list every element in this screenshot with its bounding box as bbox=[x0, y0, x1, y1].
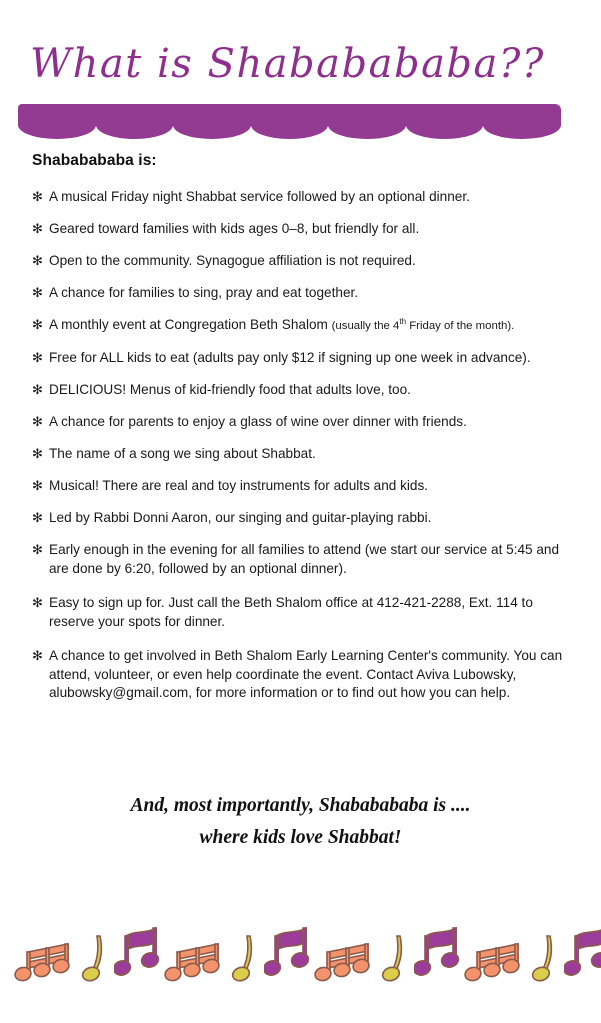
asterisk-bullet-icon: ✻ bbox=[32, 382, 43, 397]
banner-scallop bbox=[96, 125, 174, 139]
bullet-text: A musical Friday night Shabbat service followed by an optional dinner. bbox=[49, 189, 470, 204]
bullet-text: A chance for parents to enjoy a glass of wine over dinner with friends. bbox=[49, 414, 467, 429]
asterisk-bullet-icon: ✻ bbox=[32, 221, 43, 236]
single-note-icon bbox=[230, 926, 260, 988]
banner-scallop bbox=[251, 125, 329, 139]
beamed-triple-note-icon bbox=[14, 926, 76, 988]
banner-scallop bbox=[18, 125, 96, 139]
bullet-text: Led by Rabbi Donni Aaron, our singing and guitar-playing rabbi. bbox=[49, 510, 432, 525]
bullet-text: Musical! There are real and toy instruments for adults and kids. bbox=[49, 478, 429, 493]
bullet-text: Geared toward families with kids ages 0–8, but friendly for all. bbox=[49, 221, 420, 236]
bullet-item bbox=[32, 252, 572, 271]
asterisk-bullet-icon: ✻ bbox=[32, 542, 43, 557]
bullet-item bbox=[32, 188, 572, 207]
asterisk-bullet-icon: ✻ bbox=[32, 350, 43, 365]
bullet-item bbox=[32, 220, 572, 239]
asterisk-bullet-icon: ✻ bbox=[32, 595, 43, 610]
banner-scallop bbox=[483, 125, 561, 139]
bullet-item bbox=[32, 284, 572, 303]
bullet-text: A chance to get involved in Beth Shalom Early Learning Center's community. You can attend, volunteer, or even help coordinate the event. Contact Aviva Lubowsky, alubowsky@gmail.com, for more information or to find out how you can help. bbox=[49, 648, 563, 700]
bullet-item bbox=[32, 445, 572, 464]
music-note-group bbox=[464, 922, 601, 988]
beamed-double-note-icon bbox=[564, 922, 601, 988]
asterisk-bullet-icon: ✻ bbox=[32, 285, 43, 300]
asterisk-bullet-icon: ✻ bbox=[32, 478, 43, 493]
bullet-item bbox=[32, 594, 572, 631]
bullet-text: Free for ALL kids to eat (adults pay only $12 if signing up one week in advance). bbox=[49, 350, 531, 365]
asterisk-bullet-icon: ✻ bbox=[32, 510, 43, 525]
beamed-triple-note-icon bbox=[314, 926, 376, 988]
bullet-text: The name of a song we sing about Shabbat. bbox=[49, 446, 316, 461]
single-note-icon bbox=[530, 926, 560, 988]
bullet-item bbox=[32, 477, 572, 496]
beamed-double-note-icon bbox=[264, 922, 314, 988]
bullet-item bbox=[32, 349, 572, 368]
music-note-group bbox=[164, 922, 314, 988]
main-content bbox=[32, 152, 572, 719]
bullet-item bbox=[32, 381, 572, 400]
bullet-item bbox=[32, 647, 572, 703]
bullet-text: A chance for families to sing, pray and eat together. bbox=[49, 285, 359, 300]
page-title-area bbox=[0, 36, 601, 94]
asterisk-bullet-icon: ✻ bbox=[32, 189, 43, 204]
banner-scallop bbox=[406, 125, 484, 139]
beamed-double-note-icon bbox=[114, 922, 164, 988]
asterisk-bullet-icon: ✻ bbox=[32, 253, 43, 268]
bullet-item bbox=[32, 541, 572, 578]
closing-line-2: where kids love Shabbat! bbox=[199, 827, 402, 848]
closing-statement bbox=[0, 790, 601, 854]
music-note-group bbox=[314, 922, 464, 988]
bullet-text: A monthly event at Congregation Beth Shalom bbox=[49, 317, 332, 332]
section-heading: Shababababa is: bbox=[32, 152, 157, 169]
music-note-border bbox=[0, 905, 601, 1005]
asterisk-bullet-icon: ✻ bbox=[32, 317, 43, 332]
bullet-text: DELICIOUS! Menus of kid-friendly food that adults love, too. bbox=[49, 382, 411, 397]
asterisk-bullet-icon: ✻ bbox=[32, 414, 43, 429]
beamed-triple-note-icon bbox=[164, 926, 226, 988]
bullet-text: Easy to sign up for. Just call the Beth Shalom office at 412-421-2288, Ext. 114 to reserve your spots for dinner. bbox=[49, 595, 533, 629]
beamed-double-note-icon bbox=[414, 922, 464, 988]
bullet-item bbox=[32, 509, 572, 528]
single-note-icon bbox=[80, 926, 110, 988]
banner-scallop bbox=[173, 125, 251, 139]
banner-scallop bbox=[328, 125, 406, 139]
page-title: What is Shababababa?? bbox=[30, 41, 545, 87]
bullet-parenthetical-note: (usually the 4th Friday of the month). bbox=[331, 317, 515, 332]
asterisk-bullet-icon: ✻ bbox=[32, 446, 43, 461]
feature-bullet-list bbox=[32, 188, 572, 703]
banner-scallops bbox=[18, 125, 561, 139]
scalloped-banner bbox=[18, 104, 561, 138]
closing-line-1: And, most importantly, Shababababa is .... bbox=[130, 795, 471, 816]
bullet-item bbox=[32, 413, 572, 432]
single-note-icon bbox=[380, 926, 410, 988]
bullet-item bbox=[32, 316, 572, 336]
beamed-triple-note-icon bbox=[464, 926, 526, 988]
bullet-text: Early enough in the evening for all families to attend (we start our service at 5:45 and are done by 6:20, followed by an optional dinner). bbox=[49, 542, 560, 576]
banner-bar bbox=[18, 104, 561, 126]
asterisk-bullet-icon: ✻ bbox=[32, 648, 43, 663]
bullet-text: Open to the community. Synagogue affiliation is not required. bbox=[49, 253, 416, 268]
music-note-group bbox=[14, 922, 164, 988]
